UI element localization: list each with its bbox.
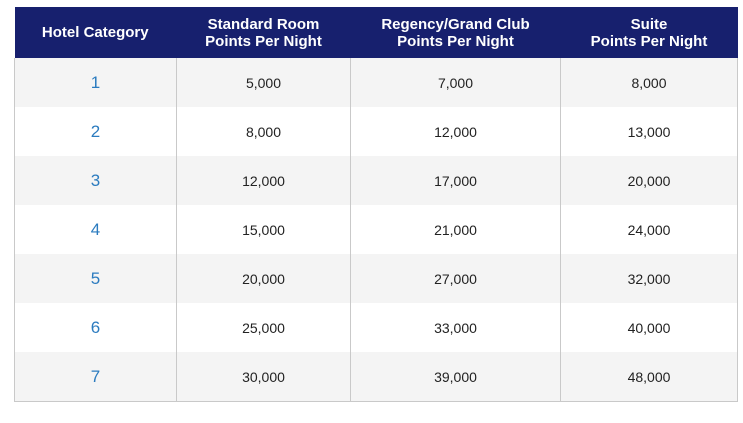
header-sublabel: Points Per Night (397, 32, 514, 50)
standard-points-cell: 8,000 (177, 107, 351, 156)
header-regency-grand-club (351, 7, 561, 58)
header-row (15, 7, 738, 58)
header-hotel-category (15, 7, 177, 58)
header-sublabel: Points Per Night (205, 32, 322, 50)
suite-points-cell: 13,000 (561, 107, 738, 156)
category-cell: 3 (15, 156, 177, 205)
category-cell: 4 (15, 205, 177, 254)
club-points-cell: 17,000 (351, 156, 561, 205)
standard-points-cell: 20,000 (177, 254, 351, 303)
category-cell: 7 (15, 352, 177, 402)
table-row (15, 58, 738, 107)
table-row (15, 303, 738, 352)
points-table (14, 7, 738, 402)
standard-points-cell: 15,000 (177, 205, 351, 254)
table-row (15, 107, 738, 156)
header-label: Suite (630, 15, 668, 33)
standard-points-cell: 12,000 (177, 156, 351, 205)
header-label: Standard Room (207, 15, 320, 33)
suite-points-cell: 40,000 (561, 303, 738, 352)
club-points-cell: 39,000 (351, 352, 561, 402)
suite-points-cell: 32,000 (561, 254, 738, 303)
table-row (15, 156, 738, 205)
suite-points-cell: 20,000 (561, 156, 738, 205)
club-points-cell: 33,000 (351, 303, 561, 352)
header-label: Hotel Category (41, 24, 149, 41)
table-header (15, 7, 738, 58)
header-standard-room (177, 7, 351, 58)
category-cell: 1 (15, 58, 177, 107)
club-points-cell: 12,000 (351, 107, 561, 156)
header-label: Regency/Grand Club (381, 15, 530, 33)
standard-points-cell: 25,000 (177, 303, 351, 352)
table-row (15, 205, 738, 254)
category-cell: 5 (15, 254, 177, 303)
header-sublabel: Points Per Night (590, 32, 708, 50)
club-points-cell: 27,000 (351, 254, 561, 303)
standard-points-cell: 5,000 (177, 58, 351, 107)
category-cell: 2 (15, 107, 177, 156)
suite-points-cell: 24,000 (561, 205, 738, 254)
table-row (15, 254, 738, 303)
club-points-cell: 21,000 (351, 205, 561, 254)
club-points-cell: 7,000 (351, 58, 561, 107)
suite-points-cell: 8,000 (561, 58, 738, 107)
suite-points-cell: 48,000 (561, 352, 738, 402)
table-body (15, 58, 738, 402)
table-row (15, 352, 738, 402)
category-cell: 6 (15, 303, 177, 352)
header-suite (561, 7, 738, 58)
points-table-container (14, 7, 737, 402)
standard-points-cell: 30,000 (177, 352, 351, 402)
